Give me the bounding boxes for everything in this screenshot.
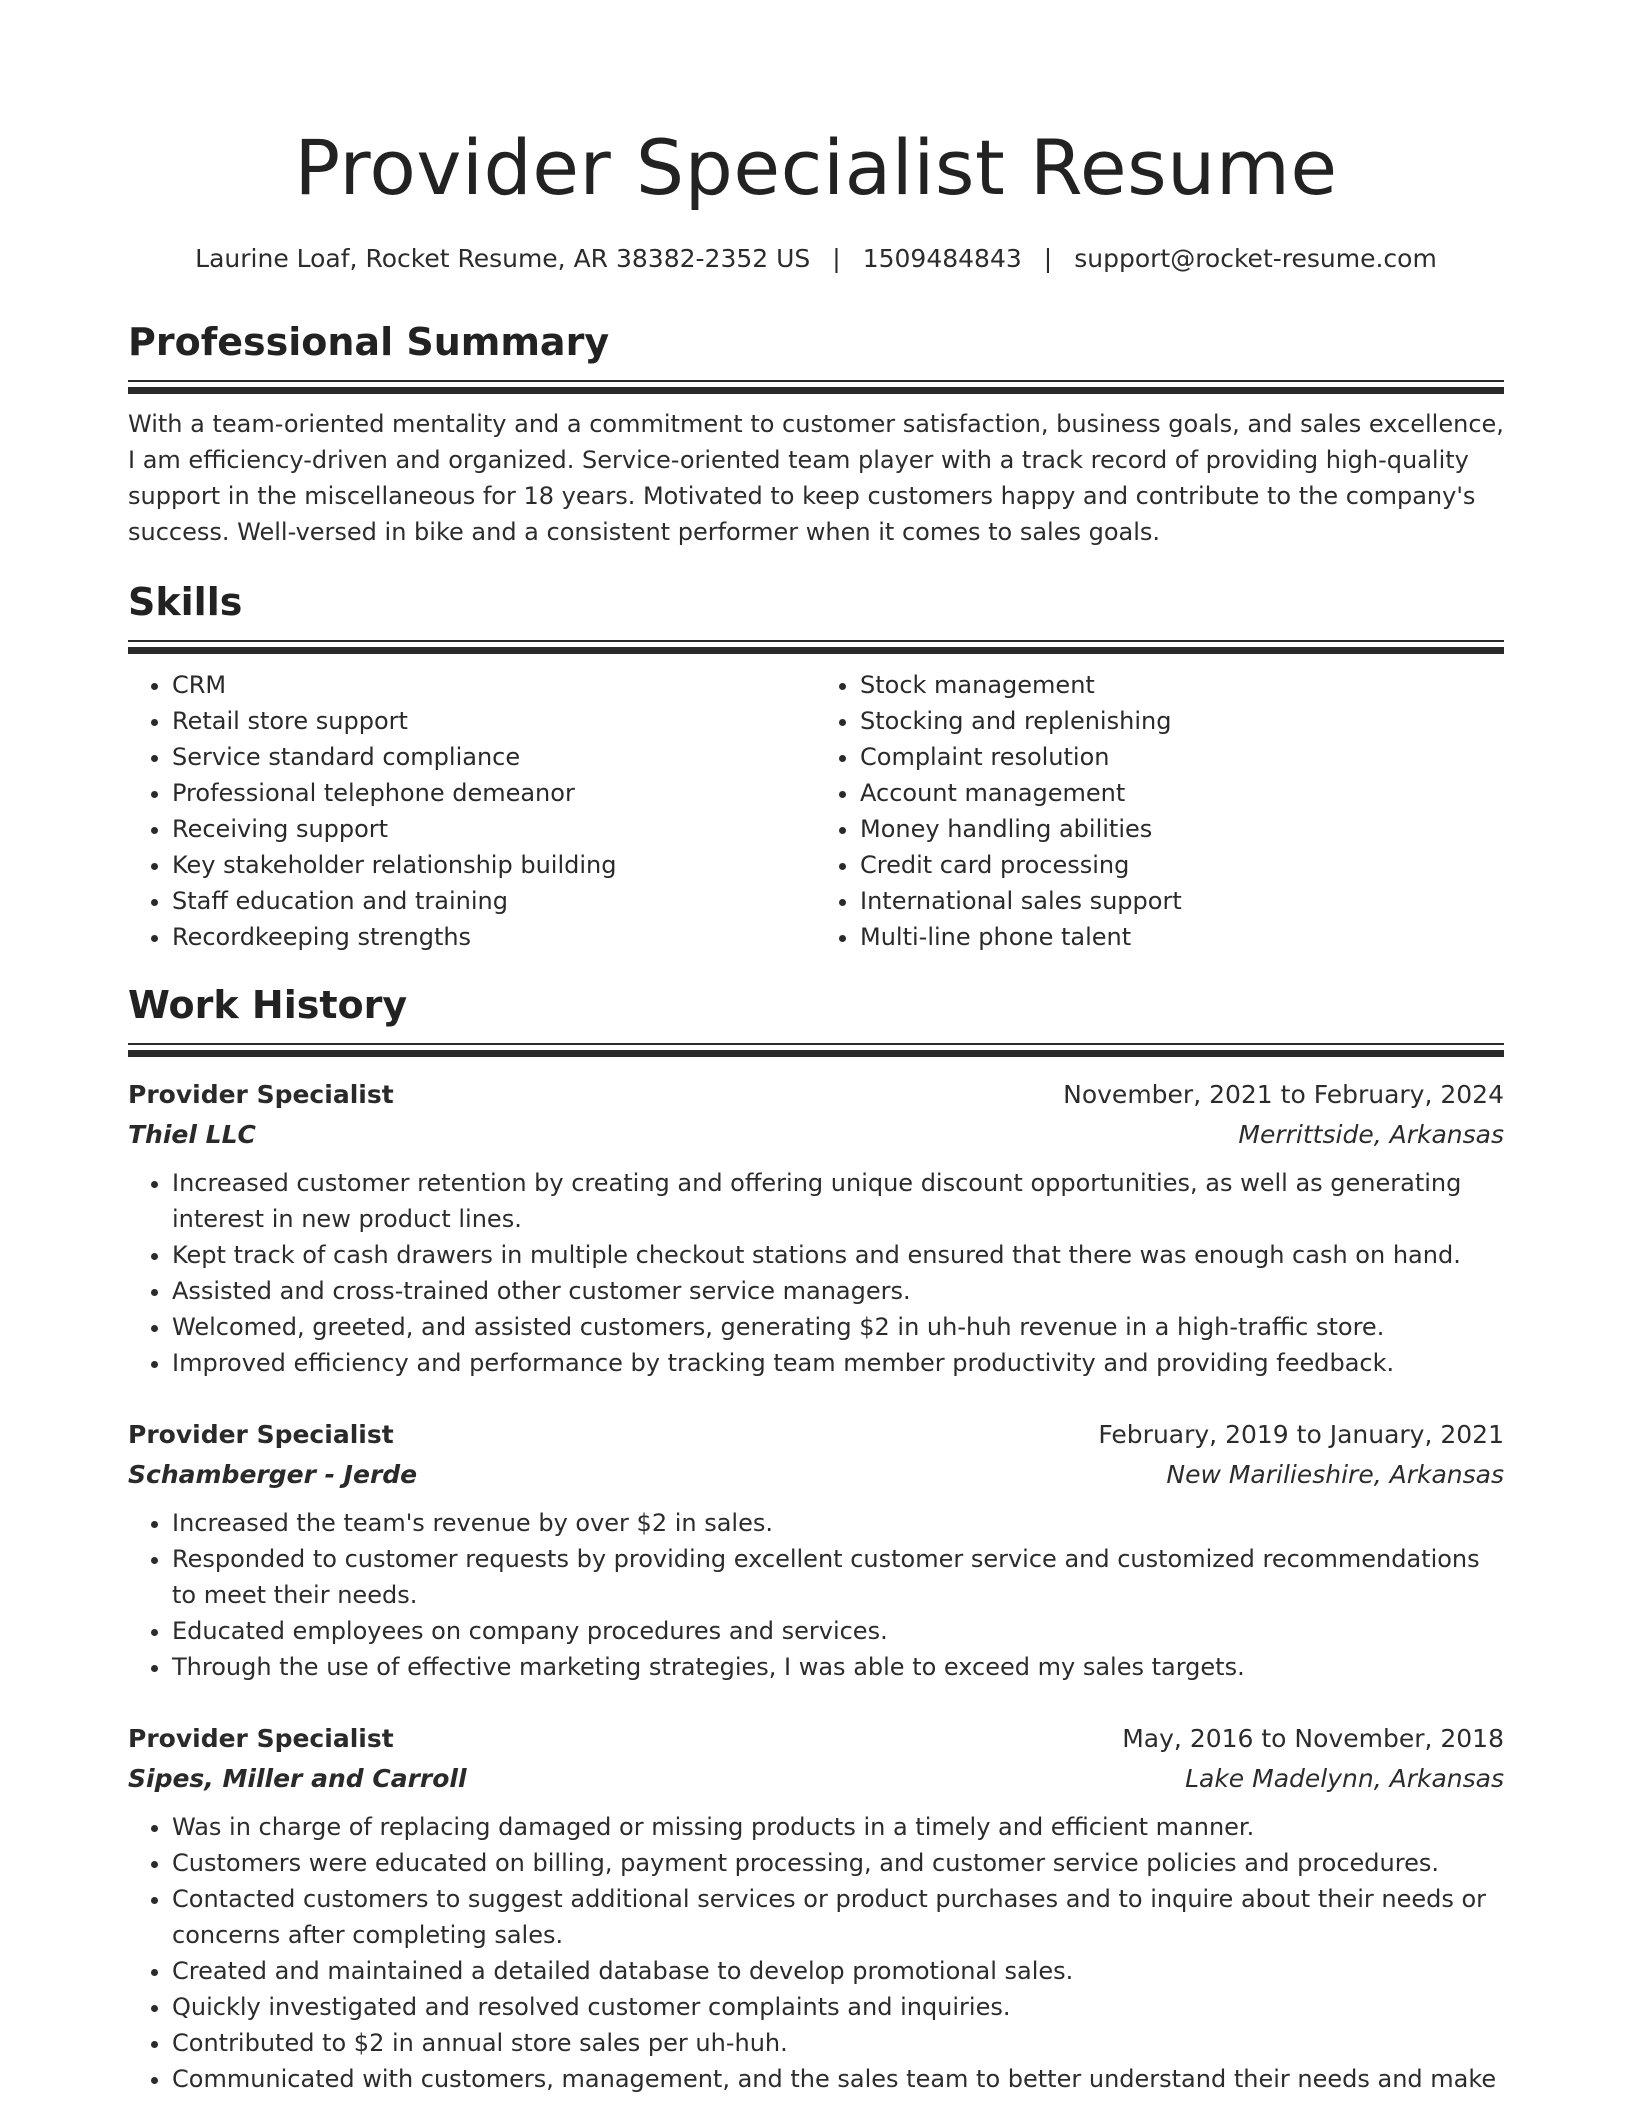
job-bullet: • Contributed to $2 in annual store sales per uh-huh. xyxy=(172,2025,1504,2061)
section-divider xyxy=(128,640,1504,654)
job-header-row xyxy=(128,1415,1504,1455)
job-entry xyxy=(128,1075,1504,1381)
job-header-row xyxy=(128,1075,1504,1115)
skill-item: • Recordkeeping strengths xyxy=(172,919,816,955)
job-title: Provider Specialist xyxy=(128,1724,394,1753)
job-bullet: • Increased customer retention by creating and offering unique discount opportunities, as well as generating interest in new product lines. xyxy=(172,1165,1504,1237)
job-entry xyxy=(128,1719,1504,2097)
contact-separator: | xyxy=(832,244,841,273)
job-bullet-list xyxy=(128,1165,1504,1381)
job-bullet: • Responded to customer requests by providing excellent customer service and customized recommendations to meet their needs. xyxy=(172,1541,1504,1613)
section-divider xyxy=(128,1043,1504,1057)
skills-grid xyxy=(128,667,1504,955)
job-title: Provider Specialist xyxy=(128,1080,394,1109)
job-entry xyxy=(128,1415,1504,1685)
skill-item: • Money handling abilities xyxy=(860,811,1504,847)
skill-item: • Credit card processing xyxy=(860,847,1504,883)
job-bullet: • Communicated with customers, management, and the sales team to better understand their needs and make xyxy=(172,2061,1504,2097)
skill-item: • Key stakeholder relationship building xyxy=(172,847,816,883)
skill-item: • Professional telephone demeanor xyxy=(172,775,816,811)
job-dates: May, 2016 to November, 2018 xyxy=(1122,1724,1504,1753)
skills-section xyxy=(128,578,1504,955)
job-bullet: • Assisted and cross-trained other customer service managers. xyxy=(172,1273,1504,1309)
job-bullet: • Increased the team's revenue by over $2 in sales. xyxy=(172,1505,1504,1541)
job-bullet: • Quickly investigated and resolved customer complaints and inquiries. xyxy=(172,1989,1504,2025)
job-location: Merrittside, Arkansas xyxy=(1238,1120,1504,1149)
job-header-row xyxy=(128,1719,1504,1759)
skill-item: • Retail store support xyxy=(172,703,816,739)
skill-item: • Multi-line phone talent xyxy=(860,919,1504,955)
job-bullet: • Improved efficiency and performance by tracking team member productivity and providing feedback. xyxy=(172,1345,1504,1381)
job-bullet: • Was in charge of replacing damaged or missing products in a timely and efficient manner. xyxy=(172,1809,1504,1845)
contact-address: Laurine Loaf, Rocket Resume, AR 38382-2352 US xyxy=(195,244,811,273)
skill-item: • Stocking and replenishing xyxy=(860,703,1504,739)
contact-line xyxy=(128,242,1504,276)
job-company: Sipes, Miller and Carroll xyxy=(128,1764,467,1793)
job-bullet: • Contacted customers to suggest additional services or product purchases and to inquire about their needs or concerns after completing sales. xyxy=(172,1881,1504,1953)
section-divider xyxy=(128,380,1504,394)
job-company: Schamberger - Jerde xyxy=(128,1460,418,1489)
contact-separator: | xyxy=(1043,244,1053,273)
section-heading-work-history: Work History xyxy=(128,983,408,1027)
resume-title: Provider Specialist Resume xyxy=(294,123,1338,212)
job-location: New Marilieshire, Arkansas xyxy=(1166,1460,1504,1489)
contact-email: support@rocket-resume.com xyxy=(1074,244,1437,273)
job-bullet: • Customers were educated on billing, payment processing, and customer service policies and procedures. xyxy=(172,1845,1504,1881)
skill-item: • CRM xyxy=(172,667,816,703)
job-bullet: • Created and maintained a detailed database to develop promotional sales. xyxy=(172,1953,1504,1989)
job-bullet: • Welcomed, greeted, and assisted customers, generating $2 in uh-huh revenue in a high-traffic store. xyxy=(172,1309,1504,1345)
job-dates: February, 2019 to January, 2021 xyxy=(1098,1420,1504,1449)
summary-section xyxy=(128,318,1504,550)
skill-item: • Account management xyxy=(860,775,1504,811)
job-title: Provider Specialist xyxy=(128,1420,394,1449)
skill-item: • International sales support xyxy=(860,883,1504,919)
job-company-row xyxy=(128,1115,1504,1155)
job-company-row xyxy=(128,1759,1504,1799)
skill-item: • Complaint resolution xyxy=(860,739,1504,775)
job-bullet-list xyxy=(128,1809,1504,2097)
job-company: Thiel LLC xyxy=(128,1120,256,1149)
job-dates: November, 2021 to February, 2024 xyxy=(1063,1080,1504,1109)
job-bullet: • Kept track of cash drawers in multiple checkout stations and ensured that there was enough cash on hand. xyxy=(172,1237,1504,1273)
skill-item: • Service standard compliance xyxy=(172,739,816,775)
skills-column-left xyxy=(128,667,816,955)
contact-phone: 1509484843 xyxy=(862,244,1022,273)
job-bullet-list xyxy=(128,1505,1504,1685)
skill-item: • Staff education and training xyxy=(172,883,816,919)
summary-text: With a team-oriented mentality and a commitment to customer satisfaction, business goals, and sales excellence, I am efficiency-driven and organized. Service-oriented team player with a track record of providing high-quality support in the miscellaneous for 18 years. Motivated to keep customers happy and contribute to the company's success. Well-versed in bike and a consistent performer when it comes to sales goals. xyxy=(128,410,1504,546)
work-history-section xyxy=(128,981,1504,2097)
job-bullet: • Educated employees on company procedures and services. xyxy=(172,1613,1504,1649)
skills-column-right xyxy=(816,667,1504,955)
job-location: Lake Madelynn, Arkansas xyxy=(1185,1764,1504,1793)
job-company-row xyxy=(128,1455,1504,1495)
job-bullet: • Through the use of effective marketing strategies, I was able to exceed my sales targets. xyxy=(172,1649,1504,1685)
section-heading-summary: Professional Summary xyxy=(128,320,610,364)
skill-item: • Stock management xyxy=(860,667,1504,703)
skill-item: • Receiving support xyxy=(172,811,816,847)
section-heading-skills: Skills xyxy=(128,580,243,624)
